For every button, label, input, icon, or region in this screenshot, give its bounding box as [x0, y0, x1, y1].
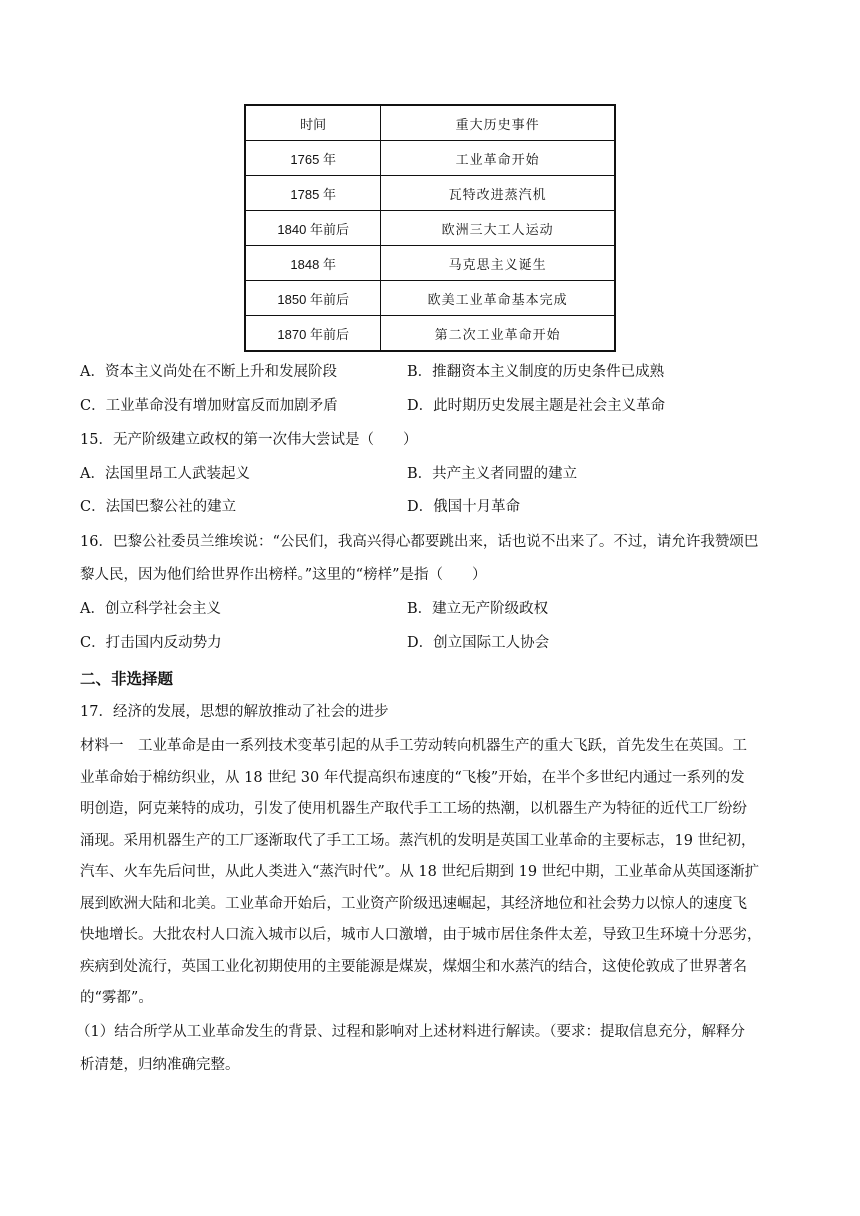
q14-option-c[interactable]: C．工业革命没有增加财富反而加剧矛盾	[80, 398, 338, 414]
table-cell-event: 第二次工业革命开始	[381, 316, 615, 352]
section-heading: 二、非选择题	[80, 670, 174, 688]
table-header-time: 时间	[245, 105, 381, 141]
q17-material-line: 快地增长。大批农村人口流入城市以后，城市人口激增，由于城市居住条件太差，导致卫生环境十分恶劣，	[80, 927, 762, 943]
table-row	[245, 211, 615, 246]
table-cell-event: 马克思主义诞生	[381, 246, 615, 281]
q17-sub1-line1: （1）结合所学从工业革命发生的背景、过程和影响对上述材料进行解读。（要求：提取信息充分，解释分	[76, 1024, 745, 1040]
q17-sub1-line2: 析清楚，归纳准确完整。	[80, 1057, 240, 1073]
q14-option-b[interactable]: B．推翻资本主义制度的历史条件已成熟	[407, 364, 665, 380]
table-row	[245, 281, 615, 316]
q16-stem-line1: 16．巴黎公社委员兰维埃说：“公民们，我高兴得心都要跳出来，话也说不出来了。不过，请允许我赞颂巴	[80, 534, 759, 550]
history-timeline-table	[244, 104, 616, 352]
table-cell-event: 欧洲三大工人运动	[381, 211, 615, 246]
table-cell-time: 1870 年前后	[245, 316, 381, 352]
q16-option-c[interactable]: C．打击国内反动势力	[80, 635, 222, 651]
q16-option-b[interactable]: B．建立无产阶级政权	[407, 601, 549, 617]
q17-material-line: 疾病到处流行，英国工业化初期使用的主要能源是煤炭，煤烟尘和水蒸汽的结合，这使伦敦成了世界著名	[80, 959, 747, 975]
table-cell-event: 欧美工业革命基本完成	[381, 281, 615, 316]
table-cell-time: 1765 年	[245, 141, 381, 176]
q17-material-line: 业革命始于棉纺织业，从 18 世纪 30 年代提高织布速度的“飞梭”开始，在半个多世纪内通过一系列的发	[80, 770, 745, 786]
q17-material-line: 涌现。采用机器生产的工厂逐渐取代了手工工场。蒸汽机的发明是英国工业革命的主要标志，19 世纪初，	[80, 833, 756, 849]
table-row	[245, 316, 615, 352]
table-cell-time: 1850 年前后	[245, 281, 381, 316]
q14-option-a[interactable]: A．资本主义尚处在不断上升和发展阶段	[80, 364, 337, 380]
table-cell-time: 1848 年	[245, 246, 381, 281]
q17-stem: 17．经济的发展，思想的解放推动了社会的进步	[80, 704, 389, 720]
q15-option-c[interactable]: C．法国巴黎公社的建立	[80, 499, 237, 515]
q17-material-line: 明创造，阿克莱特的成功，引发了使用机器生产取代手工工场的热潮，以机器生产为特征的近代工厂纷纷	[80, 801, 747, 817]
q17-material-line: 展到欧洲大陆和北美。工业革命开始后，工业资产阶级迅速崛起，其经济地位和社会势力以惊人的速度飞	[80, 896, 747, 912]
table-row	[245, 176, 615, 211]
q17-material-line: 的“雾都”。	[80, 990, 153, 1006]
q15-option-b[interactable]: B．共产主义者同盟的建立	[407, 466, 578, 482]
q16-option-d[interactable]: D．创立国际工人协会	[407, 635, 550, 651]
q17-material-line: 材料一 工业革命是由一系列技术变革引起的从手工劳动转向机器生产的重大飞跃，首先发生在英国。工	[80, 738, 747, 754]
q17-material-line: 汽车、火车先后问世，从此人类进入“蒸汽时代”。从 18 世纪后期到 19 世纪中期，工业革命从英国逐渐扩	[80, 864, 760, 880]
table-row	[245, 141, 615, 176]
q15-option-a[interactable]: A．法国里昂工人武装起义	[80, 466, 250, 482]
table-row	[245, 246, 615, 281]
q16-stem-line2: 黎人民，因为他们给世界作出榜样。”这里的“榜样”是指（ ）	[80, 567, 487, 583]
table-cell-event: 瓦特改进蒸汽机	[381, 176, 615, 211]
q15-option-d[interactable]: D．俄国十月革命	[407, 499, 521, 515]
q15-stem: 15．无产阶级建立政权的第一次伟大尝试是（ ）	[80, 432, 418, 448]
q14-option-d[interactable]: D．此时期历史发展主题是社会主义革命	[407, 398, 666, 414]
table-cell-time: 1785 年	[245, 176, 381, 211]
table-header-row	[245, 105, 615, 141]
q16-option-a[interactable]: A．创立科学社会主义	[80, 601, 221, 617]
table-cell-time: 1840 年前后	[245, 211, 381, 246]
table-cell-event: 工业革命开始	[381, 141, 615, 176]
table-header-event: 重大历史事件	[381, 105, 615, 141]
